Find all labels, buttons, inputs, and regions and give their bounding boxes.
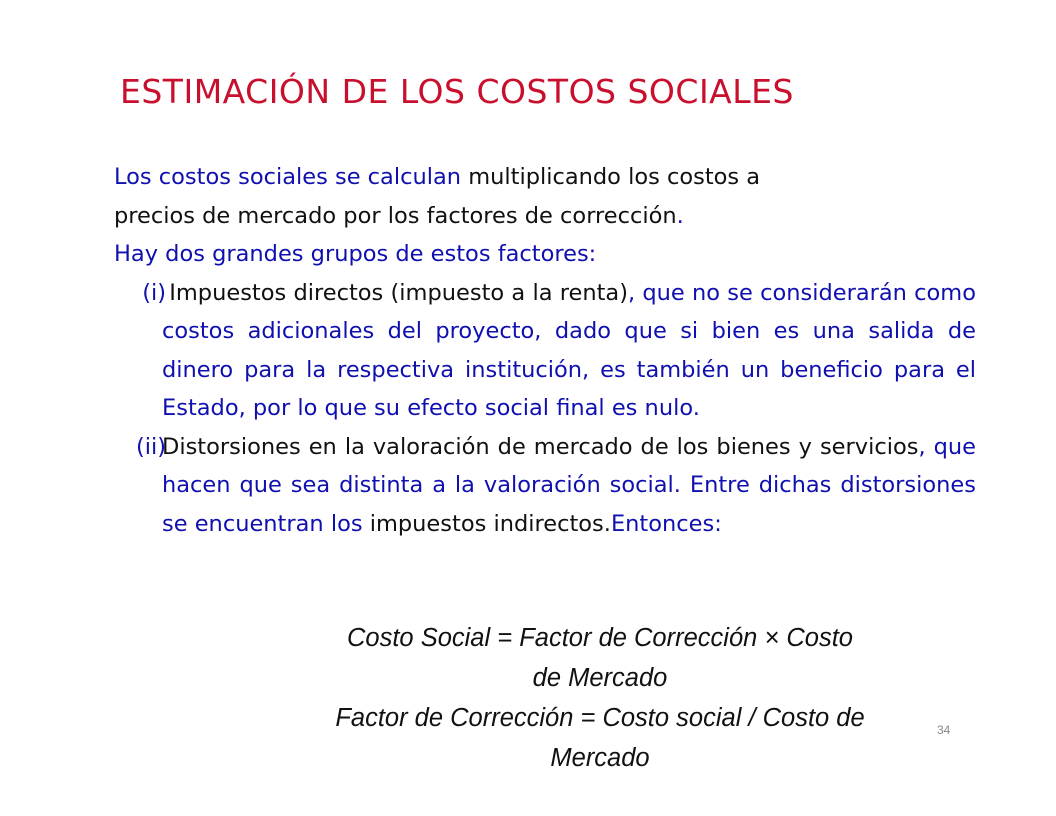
- list-item-text: [162, 428, 976, 544]
- formula-2-line-1: Factor de Corrección = Costo social / Costo de: [335, 704, 865, 732]
- list-item-continuation: , que hacen que sea distinta a la valoración social. Entre dichas distorsiones se encuentran los: [162, 433, 976, 537]
- list-item-lead: Impuestos directos (impuesto a la renta): [169, 279, 628, 306]
- intro-text: multiplicando los costos a: [468, 164, 761, 190]
- list-item-lead: Distorsiones en la valoración de mercado de los bienes y servicios: [162, 433, 919, 460]
- list-item-continuation: Entonces:: [610, 510, 722, 537]
- formula-2-line-2: Mercado: [550, 744, 650, 772]
- formulas: [220, 618, 980, 778]
- list-item-number: (ii): [135, 433, 166, 460]
- list-item-number: (i): [142, 279, 166, 306]
- slide-title: ESTIMACIÓN DE LOS COSTOS SOCIALES: [120, 72, 794, 111]
- formula-1-line-1: Costo Social = Factor de Corrección × Costo: [347, 624, 853, 652]
- intro-text: precios de mercado por los factores de corrección: [114, 202, 677, 229]
- list-item: [114, 428, 976, 544]
- intro-text: Los costos sociales se calculan: [114, 164, 469, 190]
- formula-1-line-2: de Mercado: [532, 664, 668, 692]
- intro-line-2: [114, 197, 976, 236]
- intro-text: .: [676, 202, 684, 229]
- list-item: [114, 274, 976, 428]
- intro-line-3: [114, 235, 976, 274]
- list-item-continuation: , que no se considerarán como costos adicionales del proyecto, dado que si bien es una salida de dinero para la respectiva institución, es también un beneficio para el Estado, por lo que su efecto social final es nulo.: [162, 279, 976, 421]
- slide-body: [114, 158, 976, 543]
- intro-line-1: [114, 158, 976, 197]
- list-item-text: [162, 274, 976, 428]
- page-number: 34: [937, 723, 951, 737]
- intro-text: Hay dos grandes grupos de estos factores:: [114, 241, 597, 267]
- list-item-highlight: impuestos indirectos.: [369, 510, 611, 537]
